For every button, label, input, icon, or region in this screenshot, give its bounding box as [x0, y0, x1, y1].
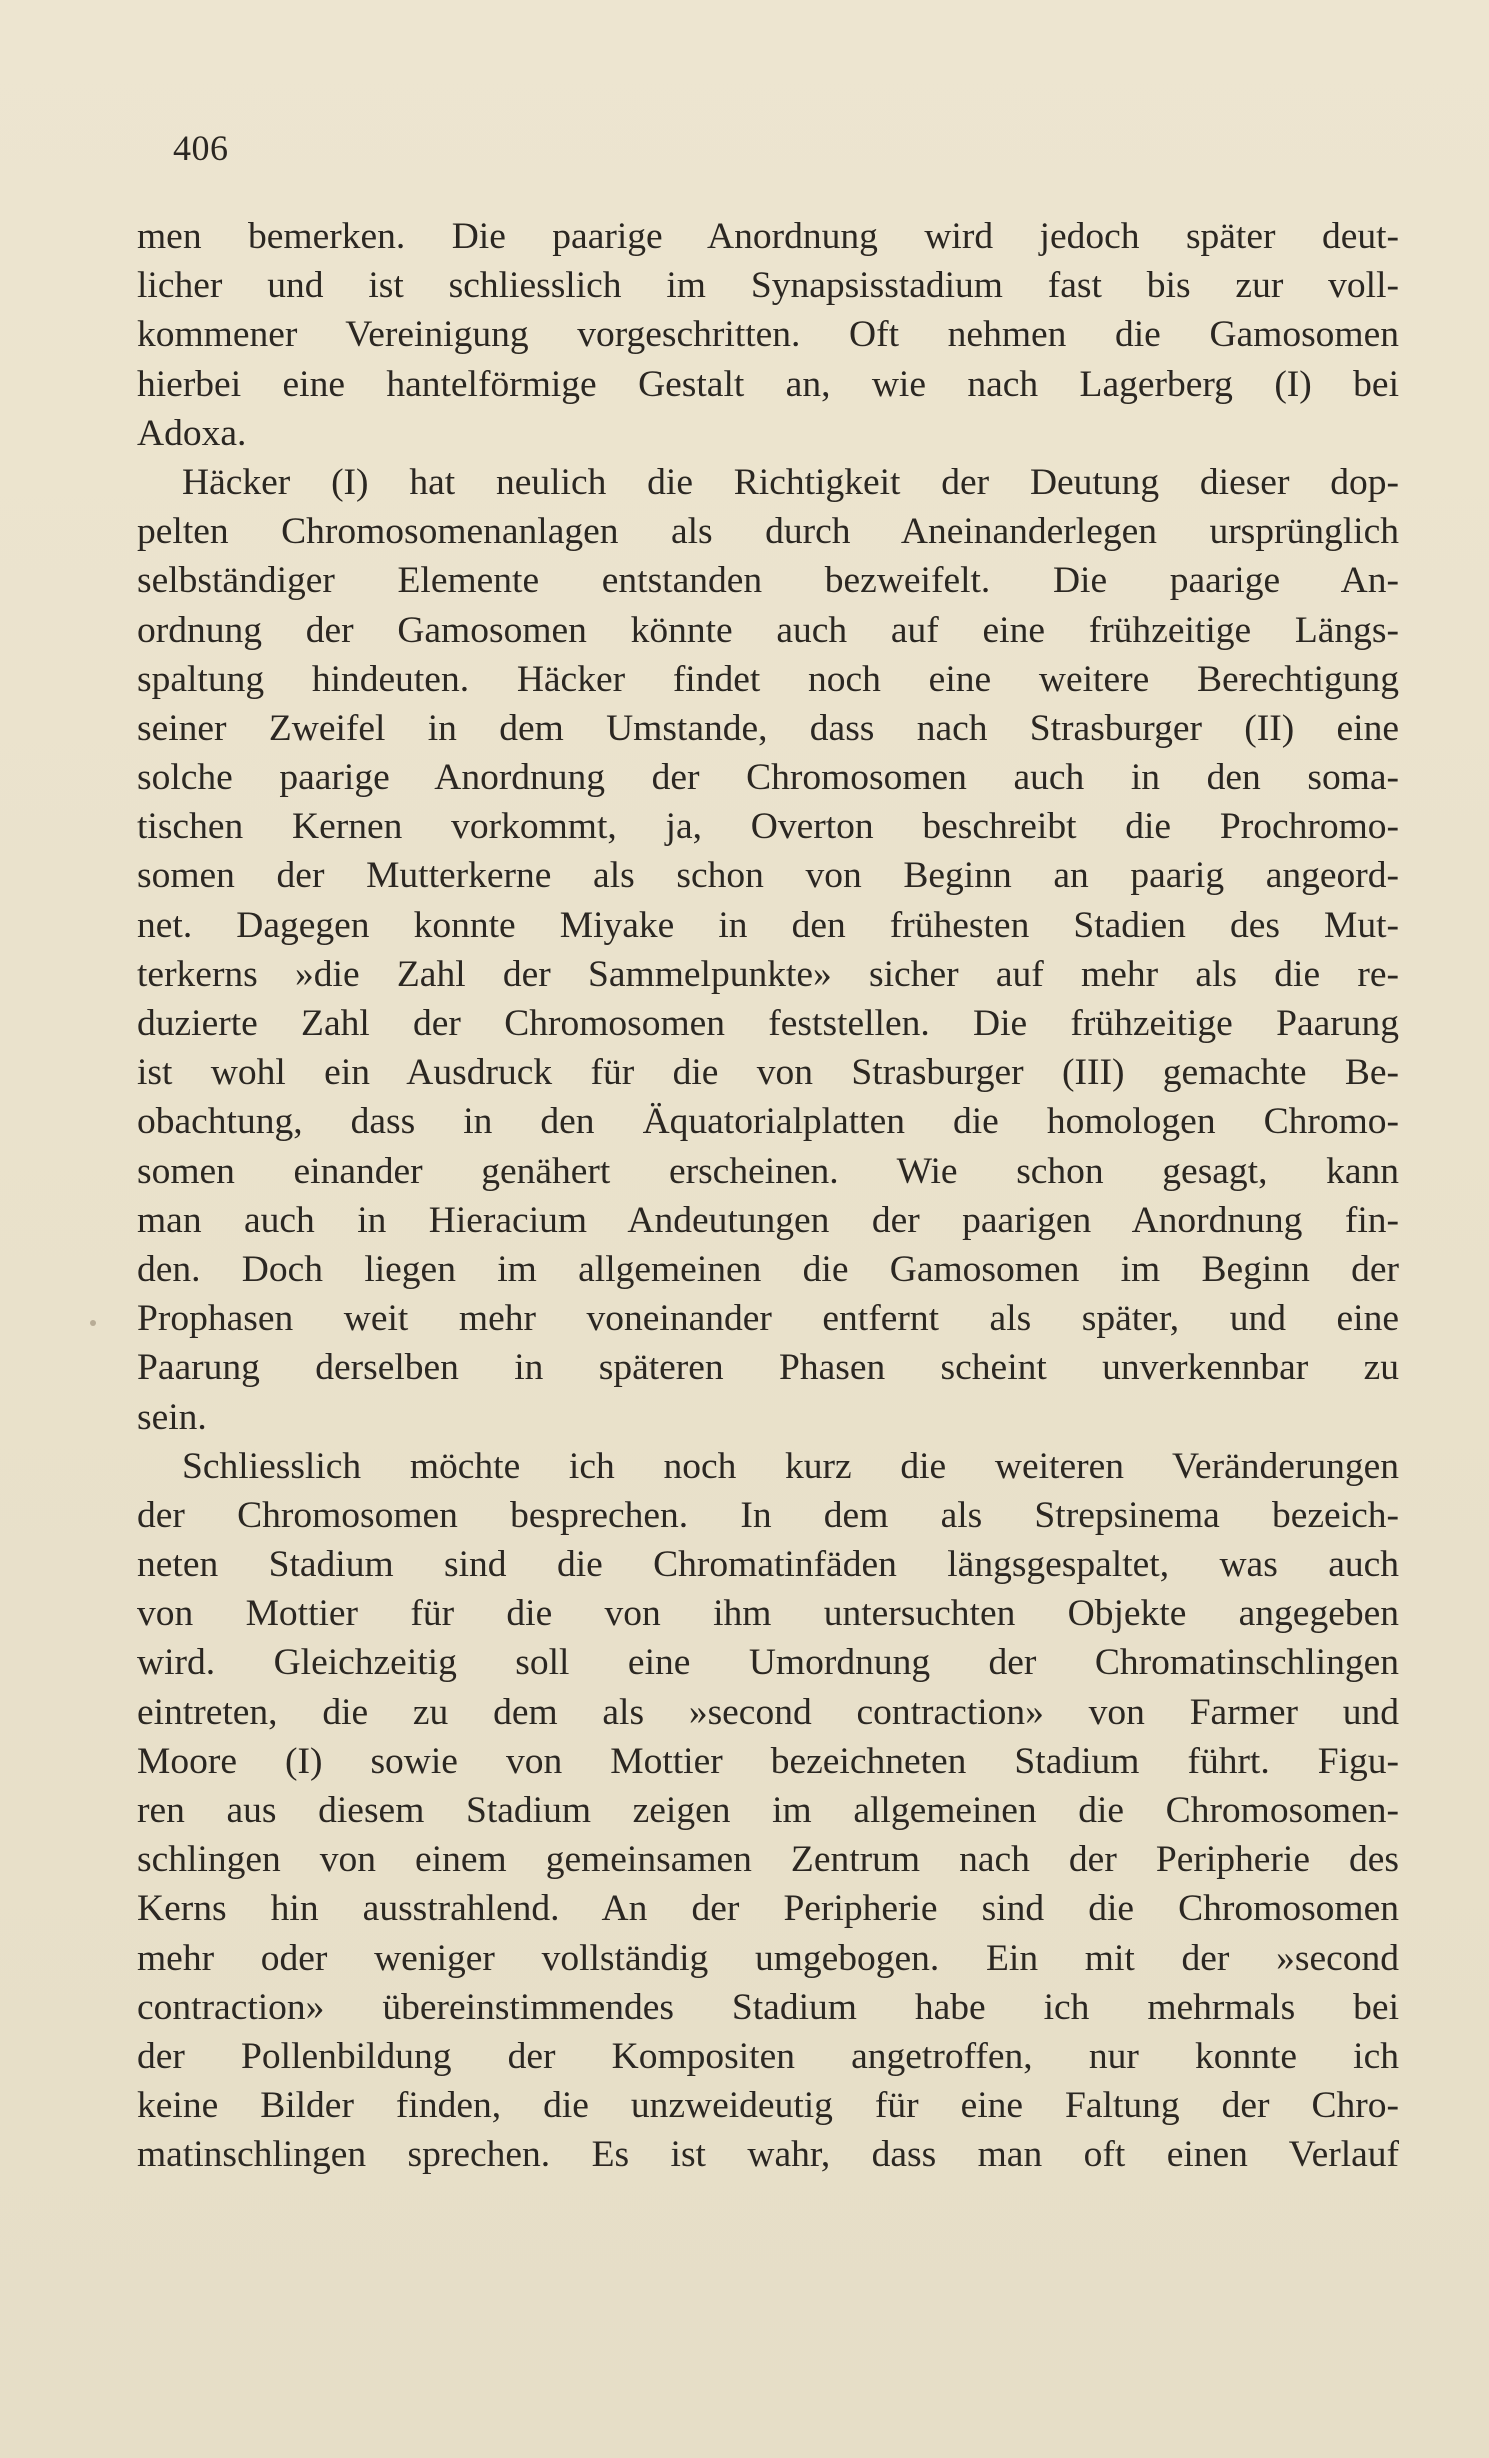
text-line: terkerns »die Zahl der Sammelpunkte» sicher auf mehr als die re-: [137, 953, 1399, 995]
text-line: somen einander genähert erscheinen. Wie schon gesagt, kann: [137, 1150, 1399, 1192]
text-line: ordnung der Gamosomen könnte auch auf eine frühzeitige Längs-: [137, 609, 1399, 651]
text-line: der Pollenbildung der Kompositen angetroffen, nur konnte ich: [137, 2035, 1399, 2077]
text-line: der Chromosomen besprechen. In dem als Strepsinema bezeich-: [137, 1494, 1399, 1536]
text-line: Häcker (I) hat neulich die Richtigkeit der Deutung dieser dop-: [182, 461, 1399, 503]
text-line: pelten Chromosomenanlagen als durch Aneinanderlegen ursprünglich: [137, 511, 1399, 553]
text-line: sein.: [137, 1396, 207, 1438]
text-line: solche paarige Anordnung der Chromosomen auch in den soma-: [137, 757, 1399, 799]
text-line: kommener Vereinigung vorgeschritten. Oft nehmen die Gamosomen: [137, 314, 1399, 356]
text-line: obachtung, dass in den Äquatorialplatten die homologen Chromo-: [137, 1101, 1399, 1143]
text-line: Prophasen weit mehr voneinander entfernt als später, und eine: [137, 1298, 1399, 1340]
margin-mark: [90, 1320, 96, 1326]
text-line: wird. Gleichzeitig soll eine Umordnung der Chromatinschlingen: [137, 1642, 1399, 1684]
page-number: 406: [173, 128, 229, 168]
text-line: Schliesslich möchte ich noch kurz die weiteren Veränderungen: [182, 1445, 1399, 1487]
text-line: selbständiger Elemente entstanden bezweifelt. Die paarige An-: [137, 560, 1399, 602]
text-line: schlingen von einem gemeinsamen Zentrum nach der Peripherie des: [137, 1839, 1399, 1881]
text-line: neten Stadium sind die Chromatinfäden längsgespaltet, was auch: [137, 1544, 1399, 1586]
text-line: ist wohl ein Ausdruck für die von Strasburger (III) gemachte Be-: [137, 1052, 1399, 1094]
text-line: ren aus diesem Stadium zeigen im allgemeinen die Chromosomen-: [137, 1790, 1399, 1831]
text-line: contraction» übereinstimmendes Stadium habe ich mehrmals bei: [137, 1986, 1399, 2028]
text-line: eintreten, die zu dem als »second contraction» von Farmer und: [137, 1691, 1399, 1733]
text-line: seiner Zweifel in dem Umstande, dass nach Strasburger (II) eine: [137, 707, 1399, 749]
text-line: Adoxa.: [137, 412, 247, 454]
text-line: spaltung hindeuten. Häcker findet noch eine weitere Berechtigung: [137, 658, 1399, 700]
text-line: keine Bilder finden, die unzweideutig für eine Faltung der Chro-: [137, 2085, 1399, 2127]
text-line: somen der Mutterkerne als schon von Beginn an paarig angeord-: [137, 855, 1399, 897]
text-line: Paarung derselben in späteren Phasen scheint unverkennbar zu: [137, 1347, 1399, 1389]
body-text: [137, 212, 1399, 2180]
text-line: den. Doch liegen im allgemeinen die Gamosomen im Beginn der: [137, 1248, 1399, 1290]
text-line: net. Dagegen konnte Miyake in den frühesten Stadien des Mut-: [137, 904, 1399, 946]
text-line: von Mottier für die von ihm untersuchten Objekte angegeben: [137, 1593, 1399, 1635]
text-line: men bemerken. Die paarige Anordnung wird jedoch später deut-: [137, 216, 1399, 257]
text-line: man auch in Hieracium Andeutungen der paarigen Anordnung fin-: [137, 1199, 1399, 1241]
text-line: tischen Kernen vorkommt, ja, Overton beschreibt die Prochromo-: [137, 806, 1399, 848]
text-line: mehr oder weniger vollständig umgebogen. Ein mit der »second: [137, 1937, 1399, 1979]
text-line: hierbei eine hantelförmige Gestalt an, wie nach Lagerberg (I) bei: [137, 363, 1399, 405]
text-line: matinschlingen sprechen. Es ist wahr, dass man oft einen Verlauf: [137, 2134, 1399, 2176]
text-line: Moore (I) sowie von Mottier bezeichneten Stadium führt. Figu-: [137, 1740, 1399, 1782]
text-line: Kerns hin ausstrahlend. An der Peripherie sind die Chromosomen: [137, 1888, 1399, 1930]
text-line: licher und ist schliesslich im Synapsisstadium fast bis zur voll-: [137, 265, 1399, 307]
text-line: duzierte Zahl der Chromosomen feststellen. Die frühzeitige Paarung: [137, 1003, 1399, 1044]
